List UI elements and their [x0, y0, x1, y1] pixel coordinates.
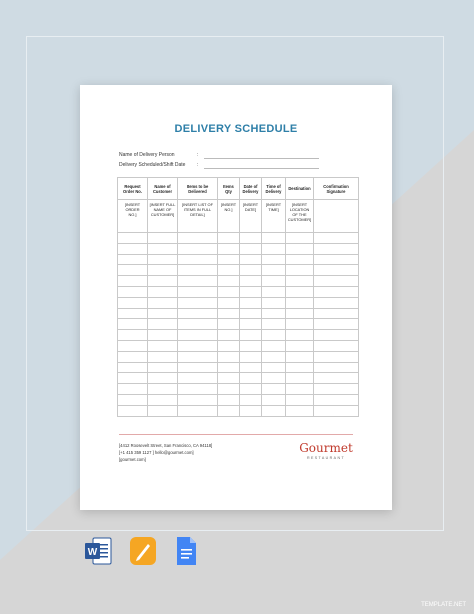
table-cell[interactable]: [240, 286, 262, 297]
table-cell[interactable]: [118, 340, 148, 351]
table-cell[interactable]: [262, 243, 286, 254]
table-header-cell: Items to be Delivered: [178, 178, 218, 200]
field-colon: :: [197, 162, 199, 168]
table-cell[interactable]: [240, 308, 262, 319]
logo-brand: Gourmet: [299, 441, 353, 455]
table-cell[interactable]: [286, 405, 314, 416]
document-page: [80, 85, 392, 510]
table-cell[interactable]: [314, 308, 359, 319]
table-cell[interactable]: [262, 362, 286, 373]
table-cell[interactable]: [262, 276, 286, 287]
table-cell[interactable]: [286, 297, 314, 308]
table-cell[interactable]: [262, 265, 286, 276]
table-cell[interactable]: [118, 384, 148, 395]
table-header-row: [118, 178, 359, 200]
field-label: Delivery Scheduled/Shift Date: [119, 162, 186, 168]
table-cell[interactable]: [218, 362, 240, 373]
table-cell[interactable]: [286, 340, 314, 351]
table-cell[interactable]: [178, 330, 218, 341]
table-cell[interactable]: [314, 233, 359, 244]
table-header-cell: Request Order No.: [118, 178, 148, 200]
table-cell[interactable]: [118, 373, 148, 384]
table-cell[interactable]: [262, 330, 286, 341]
table-cell[interactable]: [118, 254, 148, 265]
table-cell[interactable]: [INSERT LIST OF ITEMS IN FULL DETAIL]: [178, 200, 218, 233]
table-cell[interactable]: [262, 254, 286, 265]
table-row: [118, 276, 359, 287]
table-cell[interactable]: [178, 276, 218, 287]
table-cell[interactable]: [148, 384, 178, 395]
table-cell[interactable]: [286, 286, 314, 297]
table-cell[interactable]: [286, 319, 314, 330]
gourmet-logo: [294, 441, 358, 460]
table-cell[interactable]: [118, 330, 148, 341]
pages-icon[interactable]: [129, 536, 157, 566]
table-cell[interactable]: [148, 373, 178, 384]
table-cell[interactable]: [148, 340, 178, 351]
table-cell[interactable]: [240, 319, 262, 330]
table-cell[interactable]: [262, 351, 286, 362]
footer-contact: [+1 415 359 1127 ] hello@gourmet.com]: [119, 450, 194, 455]
table-cell[interactable]: [178, 384, 218, 395]
table-cell[interactable]: [178, 308, 218, 319]
table-cell[interactable]: [INSERT ORDER NO.]: [118, 200, 148, 233]
table-cell[interactable]: [118, 308, 148, 319]
table-cell[interactable]: [240, 265, 262, 276]
table-cell[interactable]: [240, 330, 262, 341]
table-cell[interactable]: [148, 297, 178, 308]
table-cell[interactable]: [314, 286, 359, 297]
table-header-cell: Items Qty: [218, 178, 240, 200]
table-cell[interactable]: [148, 405, 178, 416]
table-row: [118, 297, 359, 308]
table-cell[interactable]: [118, 319, 148, 330]
table-cell[interactable]: [148, 351, 178, 362]
field-underline: [204, 168, 319, 169]
table-cell[interactable]: [148, 233, 178, 244]
table-cell[interactable]: [178, 319, 218, 330]
table-row: [118, 319, 359, 330]
delivery-table: [117, 177, 359, 417]
table-cell[interactable]: [218, 340, 240, 351]
watermark: TEMPLATE.NET: [421, 602, 466, 608]
table-cell[interactable]: [178, 243, 218, 254]
table-cell[interactable]: [218, 286, 240, 297]
table-cell[interactable]: [148, 308, 178, 319]
table-row: [118, 265, 359, 276]
footer-divider: [119, 434, 353, 435]
field-colon: :: [197, 152, 199, 158]
table-cell[interactable]: [240, 384, 262, 395]
table-header-cell: Destination: [286, 178, 314, 200]
table-row: [118, 405, 359, 416]
table-cell[interactable]: [240, 394, 262, 405]
table-cell[interactable]: [218, 384, 240, 395]
table-cell[interactable]: [118, 362, 148, 373]
table-row: [118, 340, 359, 351]
footer-address: [4412 Roosevelt Street, San Francisco, CA 94118]: [119, 443, 213, 448]
table-cell[interactable]: [262, 286, 286, 297]
table-cell[interactable]: [118, 265, 148, 276]
table-cell[interactable]: [314, 254, 359, 265]
table-cell[interactable]: [314, 330, 359, 341]
table-cell[interactable]: [118, 276, 148, 287]
table-cell[interactable]: [INSERT TIME]: [262, 200, 286, 233]
table-header-cell: Date of Delivery: [240, 178, 262, 200]
word-icon[interactable]: [84, 536, 112, 566]
table-cell[interactable]: [262, 340, 286, 351]
table-row: [118, 384, 359, 395]
table-cell[interactable]: [314, 405, 359, 416]
logo-subtitle: RESTAURANT: [306, 456, 346, 460]
table-cell[interactable]: [218, 243, 240, 254]
table-cell[interactable]: [314, 394, 359, 405]
table-cell[interactable]: [148, 276, 178, 287]
table-header-cell: Confirmation Signature: [314, 178, 359, 200]
table-cell[interactable]: [148, 265, 178, 276]
table-body: [118, 200, 359, 417]
table-cell[interactable]: [286, 265, 314, 276]
table-cell[interactable]: [262, 394, 286, 405]
table-cell[interactable]: [240, 276, 262, 287]
table-cell[interactable]: [218, 319, 240, 330]
table-row: [118, 330, 359, 341]
table-cell[interactable]: [314, 243, 359, 254]
field-delivery-person: [119, 152, 199, 158]
table-cell[interactable]: [178, 373, 218, 384]
table-cell[interactable]: [178, 265, 218, 276]
table-row: [118, 394, 359, 405]
table-cell[interactable]: [148, 286, 178, 297]
table-cell[interactable]: [148, 394, 178, 405]
table-cell[interactable]: [118, 233, 148, 244]
table-cell[interactable]: [178, 233, 218, 244]
table-cell[interactable]: [240, 243, 262, 254]
table-cell[interactable]: [118, 351, 148, 362]
document-title: DELIVERY SCHEDULE: [174, 123, 298, 135]
table-cell[interactable]: [314, 200, 359, 233]
table-cell[interactable]: [314, 265, 359, 276]
table-cell[interactable]: [218, 394, 240, 405]
table-row: [118, 373, 359, 384]
table-cell[interactable]: [240, 233, 262, 244]
svg-text:W: W: [87, 547, 98, 558]
table-cell[interactable]: [178, 254, 218, 265]
table-cell[interactable]: [178, 394, 218, 405]
table-cell[interactable]: [118, 405, 148, 416]
table-cell[interactable]: [286, 254, 314, 265]
table-cell[interactable]: [314, 373, 359, 384]
table-row: [118, 362, 359, 373]
table-cell[interactable]: [218, 254, 240, 265]
table-cell[interactable]: [218, 265, 240, 276]
field-shift-date: [119, 162, 199, 168]
table-cell[interactable]: [218, 276, 240, 287]
footer-website: [gourmet.com]: [119, 457, 146, 462]
field-label: Name of Delivery Person: [119, 152, 175, 158]
table-cell[interactable]: [262, 319, 286, 330]
table-cell[interactable]: [148, 319, 178, 330]
table-cell[interactable]: [240, 297, 262, 308]
table-cell[interactable]: [118, 297, 148, 308]
table-cell[interactable]: [148, 254, 178, 265]
table-cell[interactable]: [286, 351, 314, 362]
table-cell[interactable]: [INSERT FULL NAME OF CUSTOMER]: [148, 200, 178, 233]
table-cell[interactable]: [314, 351, 359, 362]
table-row: [118, 243, 359, 254]
table-cell[interactable]: [286, 394, 314, 405]
table-cell[interactable]: [218, 308, 240, 319]
table-cell[interactable]: [118, 394, 148, 405]
table-cell[interactable]: [262, 233, 286, 244]
table-cell[interactable]: [314, 362, 359, 373]
table-cell[interactable]: [240, 405, 262, 416]
table-cell[interactable]: [218, 405, 240, 416]
table-cell[interactable]: [178, 340, 218, 351]
table-cell[interactable]: [314, 297, 359, 308]
table-cell[interactable]: [218, 373, 240, 384]
table-cell[interactable]: [INSERT NO.]: [218, 200, 240, 233]
table-cell[interactable]: [218, 297, 240, 308]
table-cell[interactable]: [178, 405, 218, 416]
table-row: [118, 286, 359, 297]
table-cell[interactable]: [148, 330, 178, 341]
table-cell[interactable]: [286, 308, 314, 319]
table-header-cell: Time of Delivery: [262, 178, 286, 200]
table-cell[interactable]: [262, 308, 286, 319]
field-underline: [204, 158, 319, 159]
table-cell[interactable]: [240, 362, 262, 373]
table-cell[interactable]: [286, 384, 314, 395]
table-cell[interactable]: [262, 405, 286, 416]
table-cell[interactable]: [240, 254, 262, 265]
table-cell[interactable]: [118, 286, 148, 297]
table-cell[interactable]: [262, 384, 286, 395]
table-cell[interactable]: [218, 351, 240, 362]
table-cell[interactable]: [286, 373, 314, 384]
table-cell[interactable]: [218, 330, 240, 341]
table-cell[interactable]: [286, 243, 314, 254]
table-cell[interactable]: [314, 340, 359, 351]
table-cell[interactable]: [INSERT DATE]: [240, 200, 262, 233]
docs-icon[interactable]: [172, 536, 200, 566]
table-cell[interactable]: [240, 351, 262, 362]
table-cell[interactable]: [148, 362, 178, 373]
table-cell[interactable]: [314, 319, 359, 330]
table-header-cell: Name of Customer: [148, 178, 178, 200]
table-cell[interactable]: [286, 276, 314, 287]
table-cell[interactable]: [178, 362, 218, 373]
table-row: [118, 254, 359, 265]
table-cell[interactable]: [178, 351, 218, 362]
table-cell[interactable]: [178, 286, 218, 297]
table-cell[interactable]: [218, 233, 240, 244]
table-cell[interactable]: [262, 373, 286, 384]
table-cell[interactable]: [262, 297, 286, 308]
table-cell[interactable]: [314, 384, 359, 395]
table-row: [118, 200, 359, 233]
table-cell[interactable]: [286, 362, 314, 373]
table-cell[interactable]: [286, 330, 314, 341]
table-cell[interactable]: [314, 276, 359, 287]
table-cell[interactable]: [240, 340, 262, 351]
table-cell[interactable]: [178, 297, 218, 308]
table-cell[interactable]: [286, 233, 314, 244]
table-cell[interactable]: [240, 373, 262, 384]
table-row: [118, 233, 359, 244]
table-cell[interactable]: [INSERT LOCATION OF THE CUSTOMER]: [286, 200, 314, 233]
table-row: [118, 308, 359, 319]
table-row: [118, 351, 359, 362]
table-cell[interactable]: [148, 243, 178, 254]
table-cell[interactable]: [118, 243, 148, 254]
